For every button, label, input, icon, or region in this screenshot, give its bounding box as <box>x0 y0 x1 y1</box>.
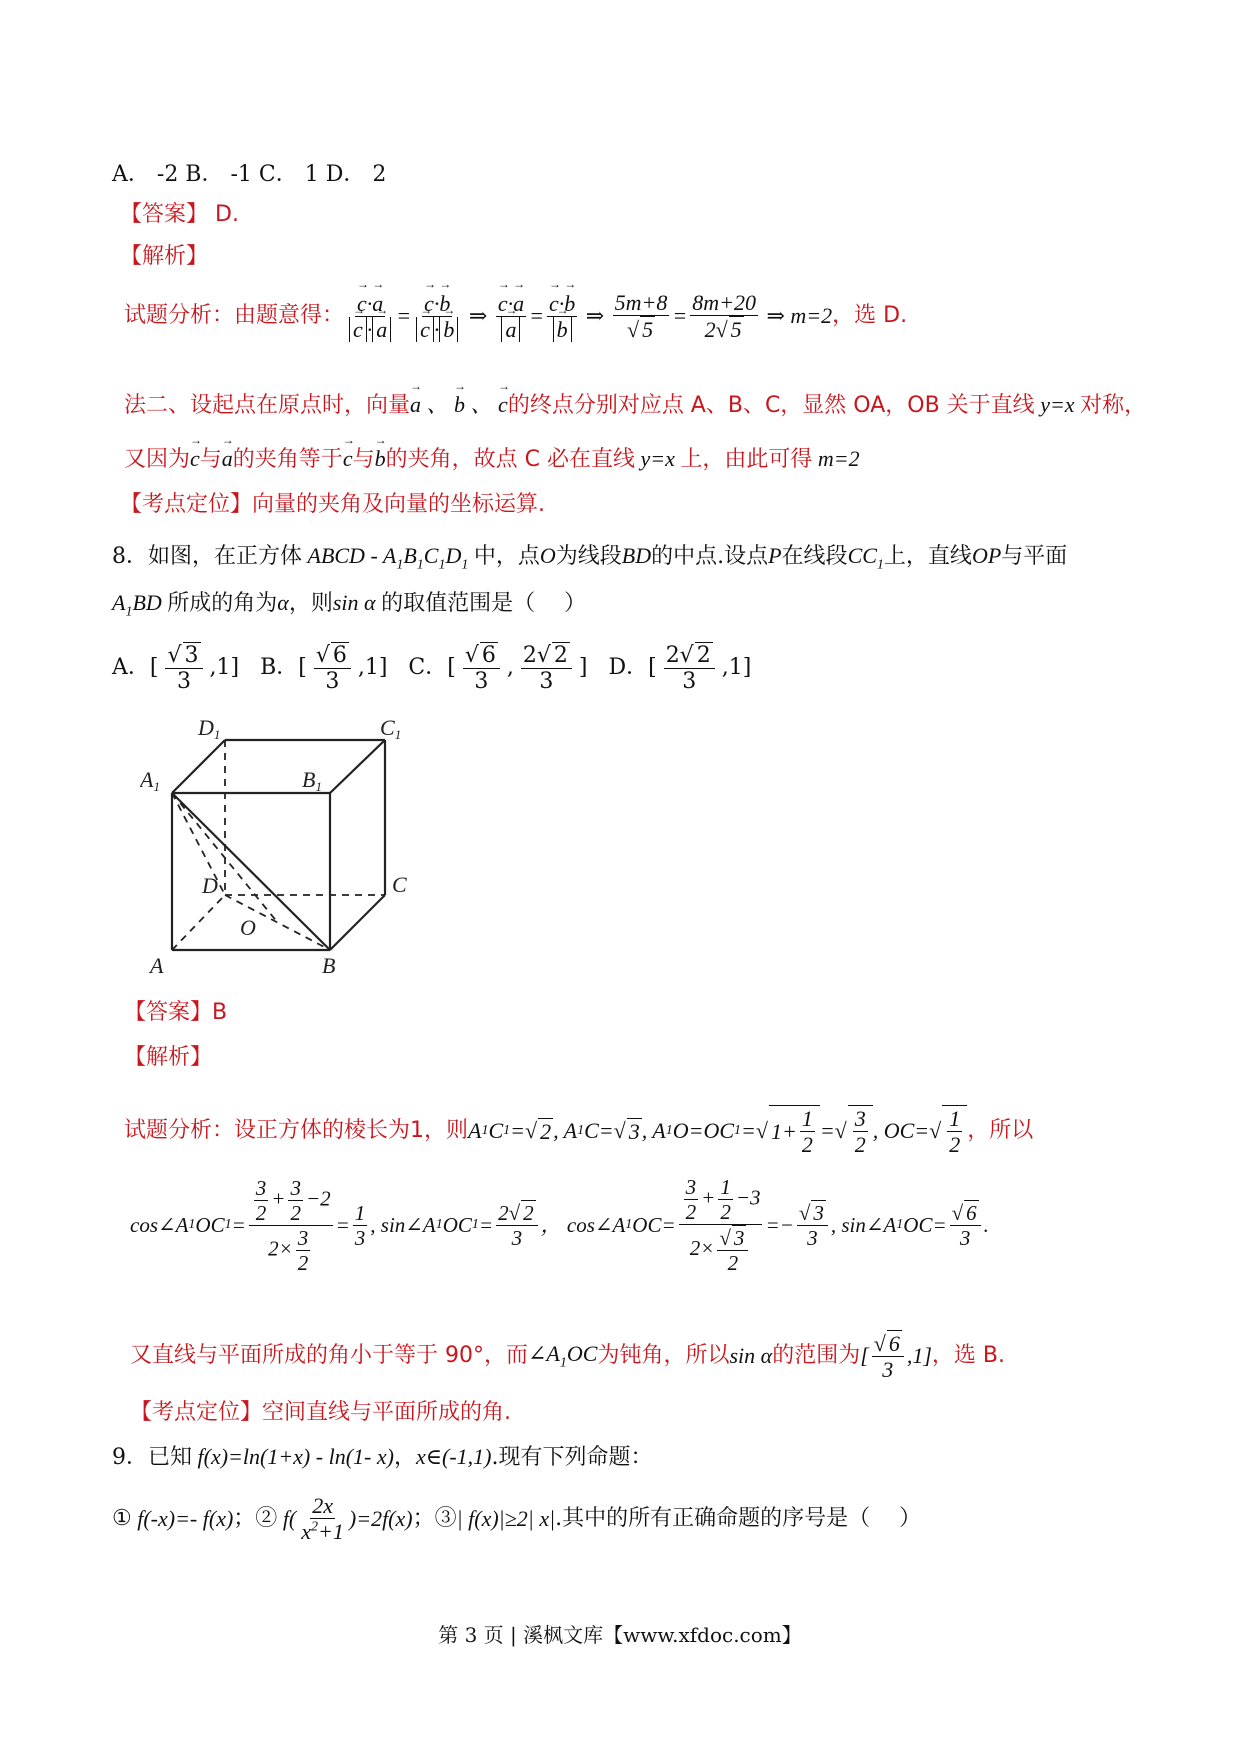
analysis-suffix: ，选 D. <box>832 303 908 329</box>
alt-text: 与 <box>352 447 375 472</box>
q9-props: ① f(-x)=- f(x) ；② f( $\frac{2x}{x^2+1}$ )=2f(x) ；③ | f(x)|≥2| x| .其中的所有正确命题的序号是（ ） <box>112 1493 922 1545</box>
label-B1: B1 <box>302 767 322 794</box>
cube-figure <box>140 715 440 985</box>
label-O: O <box>240 915 256 940</box>
answer-tag: 【答案】 <box>124 1000 213 1025</box>
alt-text: 的夹角，故点 C 必在直线 <box>385 447 635 472</box>
label-A1: A1 <box>140 767 160 794</box>
q8-conclusion: 又直线与平面所成的角小于等于 90°，而 $\angle A_1OC$ 为钝角，所以 sin α 的范围为 [ $\frac{√ 6}{3}$ ,1] ，选 B. <box>130 1331 1005 1383</box>
conclusion-text: 为钝角，所以 <box>597 1343 730 1369</box>
label-C: C <box>392 872 407 897</box>
prop-text: .其中的所有正确命题的序号是（ ） <box>555 1505 922 1531</box>
q8-options: A．[ $\frac{√ 3}{3}$ ,1] B．[ $\frac{√ 6}{3}$ ,1] C．[ $\frac{√ 6}{3}$ , $\frac{2√ 2}{3}$ ] D．[ $\frac{2√ 2}{3}$ ,1] <box>112 643 752 695</box>
prop-text: ；③ <box>412 1505 457 1531</box>
q8-stem-line1: 8．如图，在正方体 ABCD - $A_1B_1C_1D_1$ 中，点O为线段BD的中点.设点P在线段$CC_1$上，直线OP与平面 <box>112 543 1068 573</box>
stem-text: 8．如图，在正方体 <box>112 544 302 569</box>
q7-alt-line2: 又因为→ c与→ a的夹角等于→ c与→ b的夹角，故点 C 必在直线 y=x 上，由此可得 m=2 <box>124 446 860 473</box>
q7-alt-line1: 法二、设起点在原点时，向量→ a 、 → b 、 → c的终点分别对应点 A、B、C，显然 OA，OB 关于直线 y=x 对称， <box>124 392 1146 419</box>
stem-text: 的中点.设点 <box>651 544 769 569</box>
point-text: 向量的夹角及向量的坐标运算. <box>252 492 546 517</box>
analysis-prefix: 试题分析：由题意得： <box>124 303 345 329</box>
conclusion-text: 又直线与平面所成的角小于等于 90°，而 <box>130 1343 528 1369</box>
label-C1: C1 <box>380 715 402 742</box>
analysis-prefix: 试题分析：设正方体的棱长为1，则 <box>124 1118 468 1144</box>
q7-options: A． -2 B． -1 C． 1 D． 2 <box>112 162 387 187</box>
stem-text: .现有下列命题： <box>491 1445 653 1470</box>
stem-text: ，则 <box>288 591 333 616</box>
q8-point <box>130 1400 511 1426</box>
q7-formula: → c·→ a → c ·→ a = → c·→ b → c ·→ b ⇒ → c·→ a → a = → c·→ b → b ⇒ $\frac{5m+8}{√ 5}$ = $\frac{8m+20}{2√ 5}$ ⇒ m=2 <box>344 290 832 343</box>
analysis-suffix: ，所以 <box>967 1118 1034 1144</box>
alt-text: 又因为 <box>124 447 191 472</box>
q7-answer <box>120 202 239 228</box>
prop-text: ① <box>112 1505 132 1531</box>
answer-value: B <box>212 1000 228 1025</box>
q7-analysis-formula <box>124 290 907 343</box>
stem-text: 与平面 <box>1001 544 1068 569</box>
prop-text: ；② <box>233 1505 278 1531</box>
q8-analysis-tag: 【解析】 <box>124 1045 213 1070</box>
q8-answer <box>124 1000 227 1026</box>
alt-text: 上，由此可得 <box>680 447 813 472</box>
label-D: D <box>202 873 218 898</box>
q7-point <box>120 492 545 518</box>
stem-text: 为线段 <box>555 544 622 569</box>
label-A: A <box>150 953 164 978</box>
point-text: 空间直线与平面所成的角. <box>262 1400 512 1425</box>
alt-text: 与 <box>199 447 222 472</box>
label-B: B <box>322 953 336 978</box>
alt-text: 的夹角等于 <box>232 447 343 472</box>
page-footer: 第 3 页 | 溪枫文库【www.xfdoc.com】 <box>438 1623 802 1647</box>
answer-value: D. <box>215 202 239 227</box>
stem-text: 中，点 <box>473 544 540 569</box>
answer-tag: 【答案】 <box>120 202 209 227</box>
stem-text: 9．已知 <box>112 1445 192 1470</box>
stem-text: 的取值范围是（ ） <box>381 591 587 616</box>
conclusion-text: 的范围为 <box>772 1343 861 1369</box>
alt-text: 的终点分别对应点 A、B、C，显然 OA，OB 关于直线 <box>507 393 1035 418</box>
q8-stem-line2: $A_1BD$ 所成的角为α，则sin α 的取值范围是（ ） <box>112 590 587 620</box>
q9-stem: 9．已知 f(x)=ln(1+x) - ln(1- x)，x∈(-1,1).现有下列命题： <box>112 1444 653 1470</box>
point-tag: 【考点定位】 <box>130 1400 263 1425</box>
q8-analysis-line1: 试题分析：设正方体的棱长为1，则 A 1 C 1 =√ 2 , A 1 C=√ 3 , A 1 O=OC 1 =√ 1+ $\frac{1}{2}$ =√ $\frac{3}{2}$ , OC=√ $\frac{1}{2}$ ，所以 <box>124 1106 1034 1158</box>
stem-text: 所成的角为 <box>167 591 278 616</box>
point-tag: 【考点定位】 <box>120 492 253 517</box>
q8-analysis-cos-line: cos∠A 1 OC 1 = $\frac{3}{2}$ + $\frac{3}{2}$ −2 2× $\frac{3}{2}$ = $\frac{1}{3}$ , sin∠A 1 OC 1 = $\frac{2√ 2}{3}$ ， cos∠A 1 OC= $\frac{3}{2}$ + $\frac{1}{2}$ −3 2× $\frac{√ 3}{2}$ =− $\frac{√ 3}{3}$ , sin∠A 1 OC= $\frac{√ 6}{3}$ . <box>130 1175 989 1276</box>
stem-text: 上，直线 <box>883 544 972 569</box>
alt-text: 法二、设起点在原点时，向量 <box>124 393 411 418</box>
conclusion-text: ，选 B. <box>931 1343 1005 1369</box>
alt-text: 对称， <box>1080 393 1147 418</box>
label-D1: D1 <box>198 715 221 742</box>
stem-text: 在线段 <box>781 544 848 569</box>
stem-text: ， <box>393 1445 416 1470</box>
q7-analysis-tag: 【解析】 <box>120 244 209 269</box>
